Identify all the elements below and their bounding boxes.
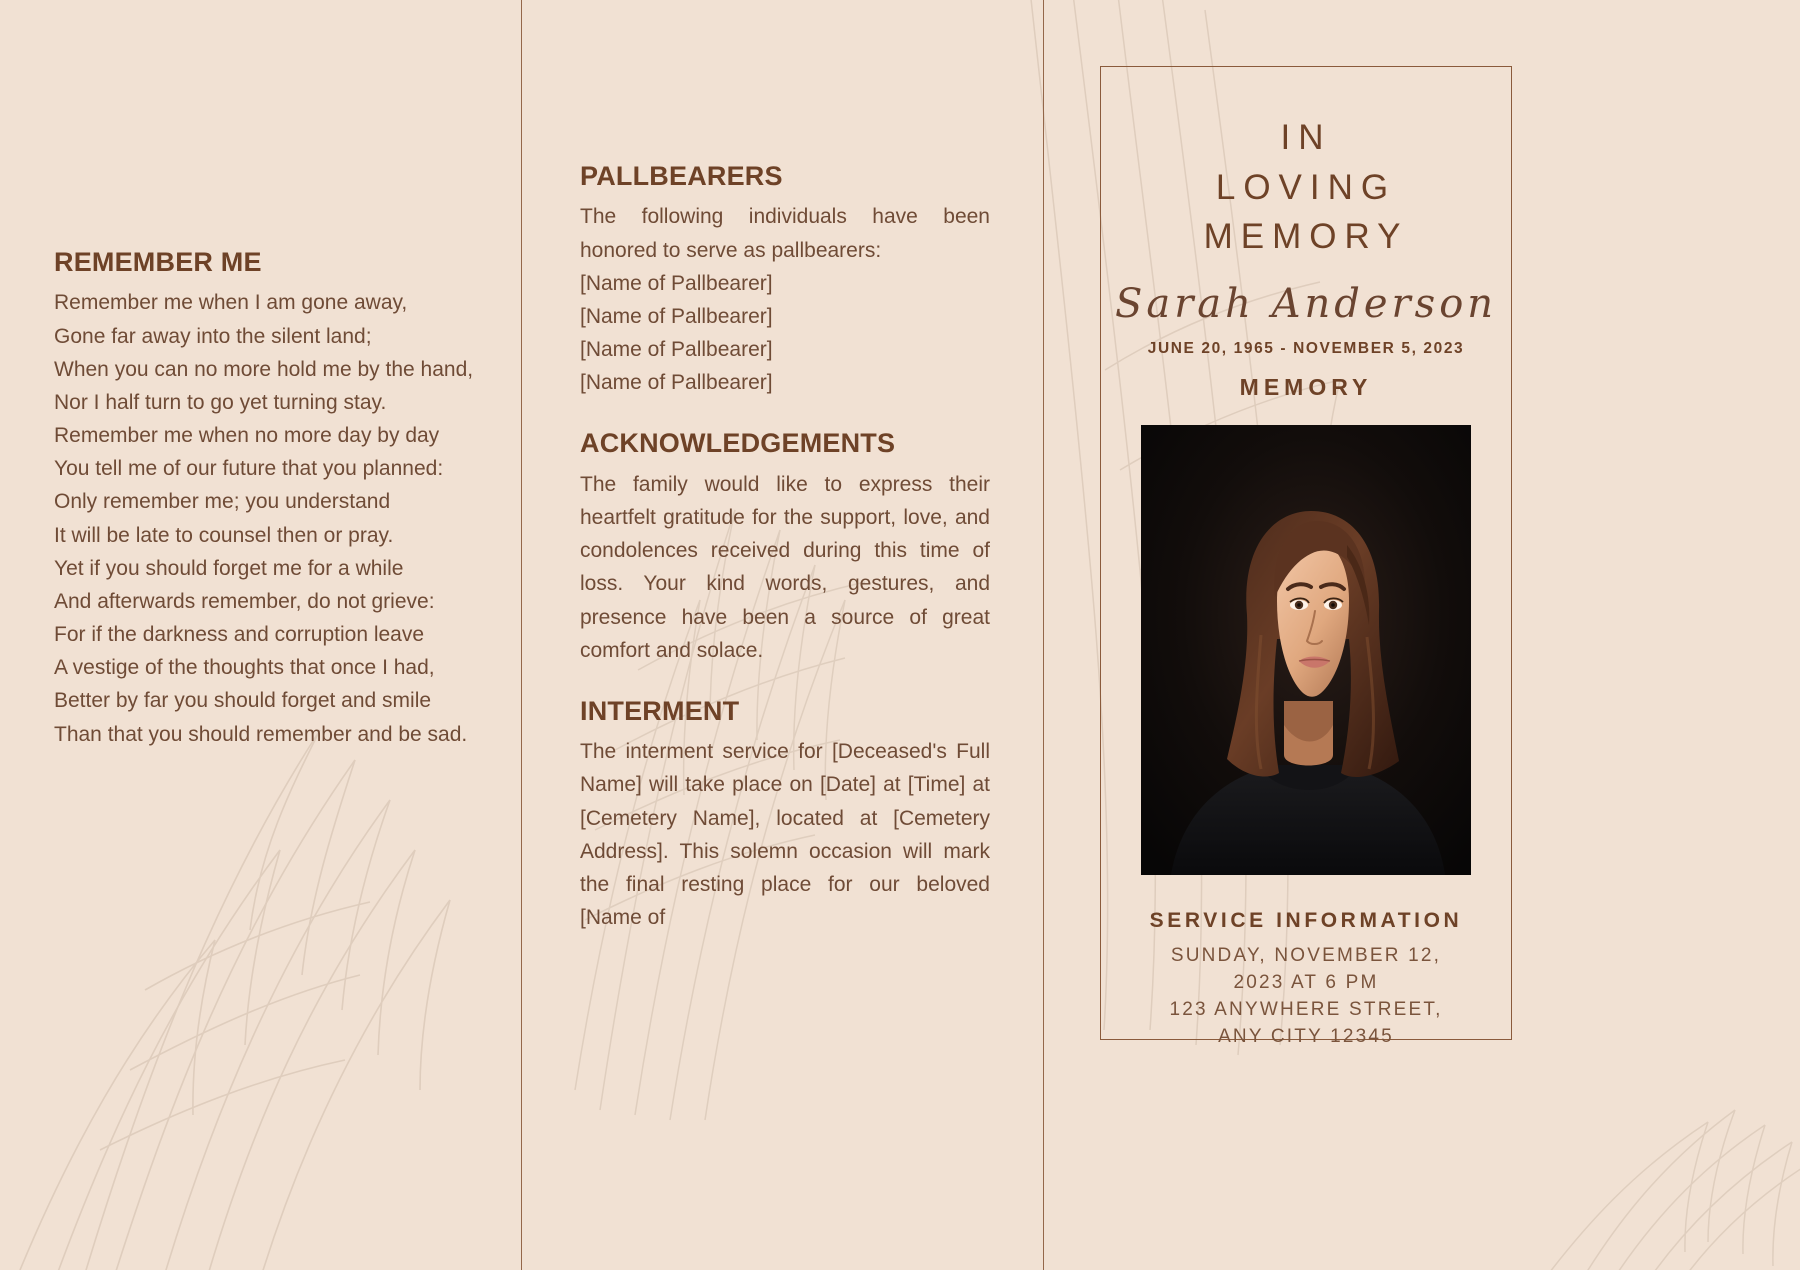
panel-service-details bbox=[522, 0, 1043, 1270]
poem-line: Better by far you should forget and smile bbox=[54, 689, 432, 713]
service-information-heading: SERVICE INFORMATION bbox=[1149, 909, 1463, 933]
interment-text: The interment service for [Deceased's Full Name] will take place on [Date] at [Time] at [Cemetery Name], located at [Cemetery Address]. This solemn occasion will mark the final resting place for our beloved [Name of bbox=[580, 740, 990, 930]
panel-cover bbox=[1044, 0, 1800, 1270]
poem-line: Remember me when no more day by day bbox=[54, 424, 440, 448]
pallbearer-name: [Name of Pallbearer] bbox=[580, 371, 773, 395]
acknowledgements-section bbox=[580, 427, 990, 666]
poem-line: A vestige of the thoughts that once I had, bbox=[54, 656, 435, 680]
service-line: ANY CITY 12345 bbox=[1218, 1025, 1394, 1047]
cover-card bbox=[1100, 66, 1512, 1047]
pallbearer-name: [Name of Pallbearer] bbox=[580, 338, 773, 362]
in-loving-memory-heading bbox=[1101, 113, 1511, 262]
pallbearers-heading: PALLBEARERS bbox=[580, 161, 783, 191]
pallbearer-name: [Name of Pallbearer] bbox=[580, 271, 773, 295]
acknowledgements-text: The family would like to express their heartfelt gratitude for the support, love, and condolences received during this time of loss. Your kind words, gestures, and presence have been a source of great comfort and solace. bbox=[580, 472, 990, 662]
cover-heading-line: IN bbox=[1280, 118, 1332, 157]
poem-line: Yet if you should forget me for a while bbox=[54, 556, 404, 580]
poem-line: Gone far away into the silent land; bbox=[54, 324, 372, 348]
service-line: 123 ANYWHERE STREET, bbox=[1169, 999, 1443, 1020]
portrait-photo-image bbox=[1141, 425, 1471, 875]
cover-heading-line: LOVING bbox=[1215, 167, 1397, 207]
cover-heading-line: MEMORY bbox=[1203, 217, 1409, 257]
pallbearers-intro: The following individuals have been honored to serve as pallbearers: bbox=[580, 205, 990, 262]
interment-heading: INTERMENT bbox=[580, 695, 740, 726]
memory-label: MEMORY bbox=[1239, 374, 1373, 401]
poem-line: Nor I half turn to go yet turning stay. bbox=[54, 390, 387, 414]
poem-line: Remember me when I am gone away, bbox=[54, 291, 408, 315]
poem-line: You tell me of our future that you planned: bbox=[54, 457, 444, 481]
service-line: SUNDAY, NOVEMBER 12, bbox=[1170, 945, 1442, 967]
poem-line: And afterwards remember, do not grieve: bbox=[54, 589, 435, 613]
life-dates: JUNE 20, 1965 - NOVEMBER 5, 2023 bbox=[1147, 340, 1465, 358]
remember-me-poem bbox=[54, 286, 478, 750]
service-line: 2023 AT 6 PM bbox=[1233, 972, 1379, 994]
service-information-details bbox=[1101, 943, 1511, 1051]
poem-line: It will be late to counsel then or pray. bbox=[54, 523, 394, 547]
pallbearer-name: [Name of Pallbearer] bbox=[580, 304, 773, 328]
acknowledgements-heading: ACKNOWLEDGEMENTS bbox=[580, 428, 896, 459]
pallbearers-section bbox=[580, 160, 990, 399]
poem-line: Only remember me; you understand bbox=[54, 490, 391, 514]
poem-line: When you can no more hold me by the hand, bbox=[54, 357, 474, 381]
interment-section bbox=[580, 695, 990, 934]
poem-line: Than that you should remember and be sad. bbox=[54, 722, 468, 746]
deceased-name: Sarah Anderson bbox=[1114, 281, 1498, 328]
panel-remember-me bbox=[0, 0, 521, 1270]
poem-line: For if the darkness and corruption leave bbox=[54, 623, 425, 647]
remember-me-heading: REMEMBER ME bbox=[54, 247, 262, 277]
portrait-photo bbox=[1141, 425, 1471, 875]
